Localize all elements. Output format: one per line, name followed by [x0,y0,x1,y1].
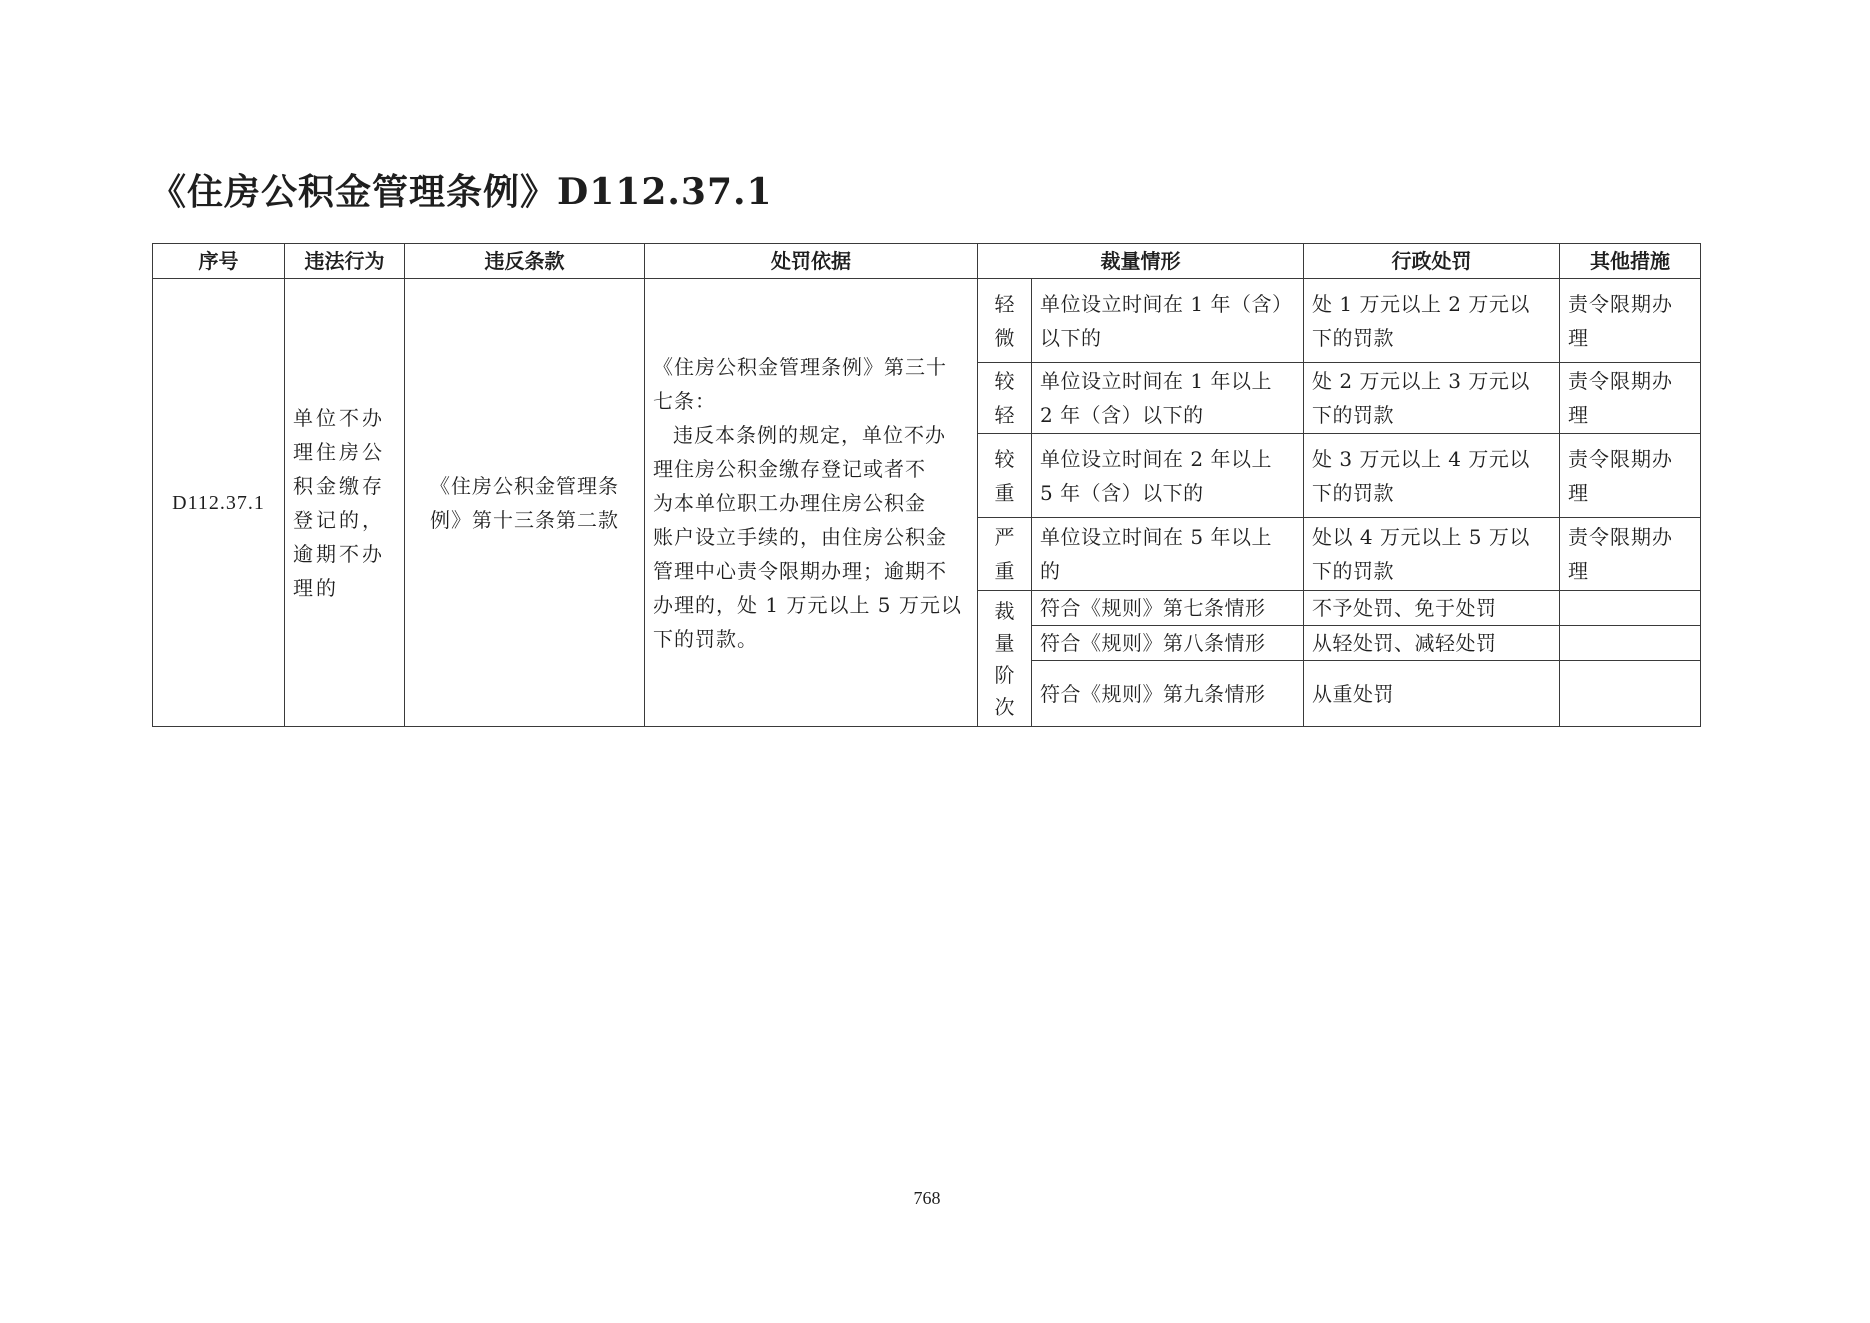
penalty-cell: 处 2 万元以上 3 万元以 下的罚款 [1304,363,1560,434]
other-measure-cell: 责令限期办 理 [1560,363,1701,434]
circumstance-cell: 单位设立时间在 1 年（含） 以下的 [1032,279,1304,363]
penalty-basis [645,279,978,727]
header-penalty: 行政处罚 [1304,244,1560,279]
circumstance-cell: 单位设立时间在 5 年以上 的 [1032,518,1304,591]
header-behavior: 违法行为 [285,244,405,279]
penalty-cell: 处以 4 万元以上 5 万以 下的罚款 [1304,518,1560,591]
other-measure-cell [1560,591,1701,626]
page-title: 《住房公积金管理条例》D112.37.1 [150,171,773,213]
penalty-discretion-table [152,243,1701,727]
penalty-cell: 从轻处罚、减轻处罚 [1304,626,1560,661]
other-measure-cell [1560,626,1701,661]
page-number: 768 [913,1188,941,1208]
circumstance-cell: 符合《规则》第八条情形 [1032,626,1304,661]
other-measure-cell [1560,661,1701,727]
severity-level: 严重 [978,518,1032,591]
circumstance-cell: 单位设立时间在 1 年以上 2 年（含）以下的 [1032,363,1304,434]
table-header-row [153,244,1701,279]
header-clause: 违反条款 [405,244,645,279]
circumstance-cell: 单位设立时间在 2 年以上 5 年（含）以下的 [1032,434,1304,518]
violation-behavior: 单位不办 理住房公 积金缴存 登记的， 逾期不办 理的 [285,279,405,727]
table-row [153,279,1701,363]
severity-level: 轻微 [978,279,1032,363]
other-measure-cell: 责令限期办 理 [1560,518,1701,591]
circumstance-cell: 符合《规则》第七条情形 [1032,591,1304,626]
penalty-cell: 处 1 万元以上 2 万元以 下的罚款 [1304,279,1560,363]
violated-clause: 《住房公积金管理条 例》第十三条第二款 [405,279,645,727]
header-seq: 序号 [153,244,285,279]
basis-title: 《住房公积金管理条例》第三十 七条： [653,354,947,413]
penalty-cell: 处 3 万元以上 4 万元以 下的罚款 [1304,434,1560,518]
other-measure-cell: 责令限期办 理 [1560,434,1701,518]
circumstance-cell: 符合《规则》第九条情形 [1032,661,1304,727]
header-other: 其他措施 [1560,244,1701,279]
severity-level: 较重 [978,434,1032,518]
other-measure-cell: 责令限期办 理 [1560,279,1701,363]
severity-level: 较轻 [978,363,1032,434]
penalty-cell: 从重处罚 [1304,661,1560,727]
discretion-stage-label: 裁量阶次 [978,591,1032,727]
item-code: D112.37.1 [153,279,285,727]
basis-text: 违反本条例的规定，单位不办 理住房公积金缴存登记或者不 为本单位职工办理住房公积金 账户设立手续的，由住房公积金 管理中心责令限期办理；逾期不 办理的，处 1 万元以上 5 万元以 下的罚款。 [653,422,962,651]
header-basis: 处罚依据 [645,244,978,279]
penalty-cell: 不予处罚、免于处罚 [1304,591,1560,626]
header-circumstance: 裁量情形 [978,244,1304,279]
